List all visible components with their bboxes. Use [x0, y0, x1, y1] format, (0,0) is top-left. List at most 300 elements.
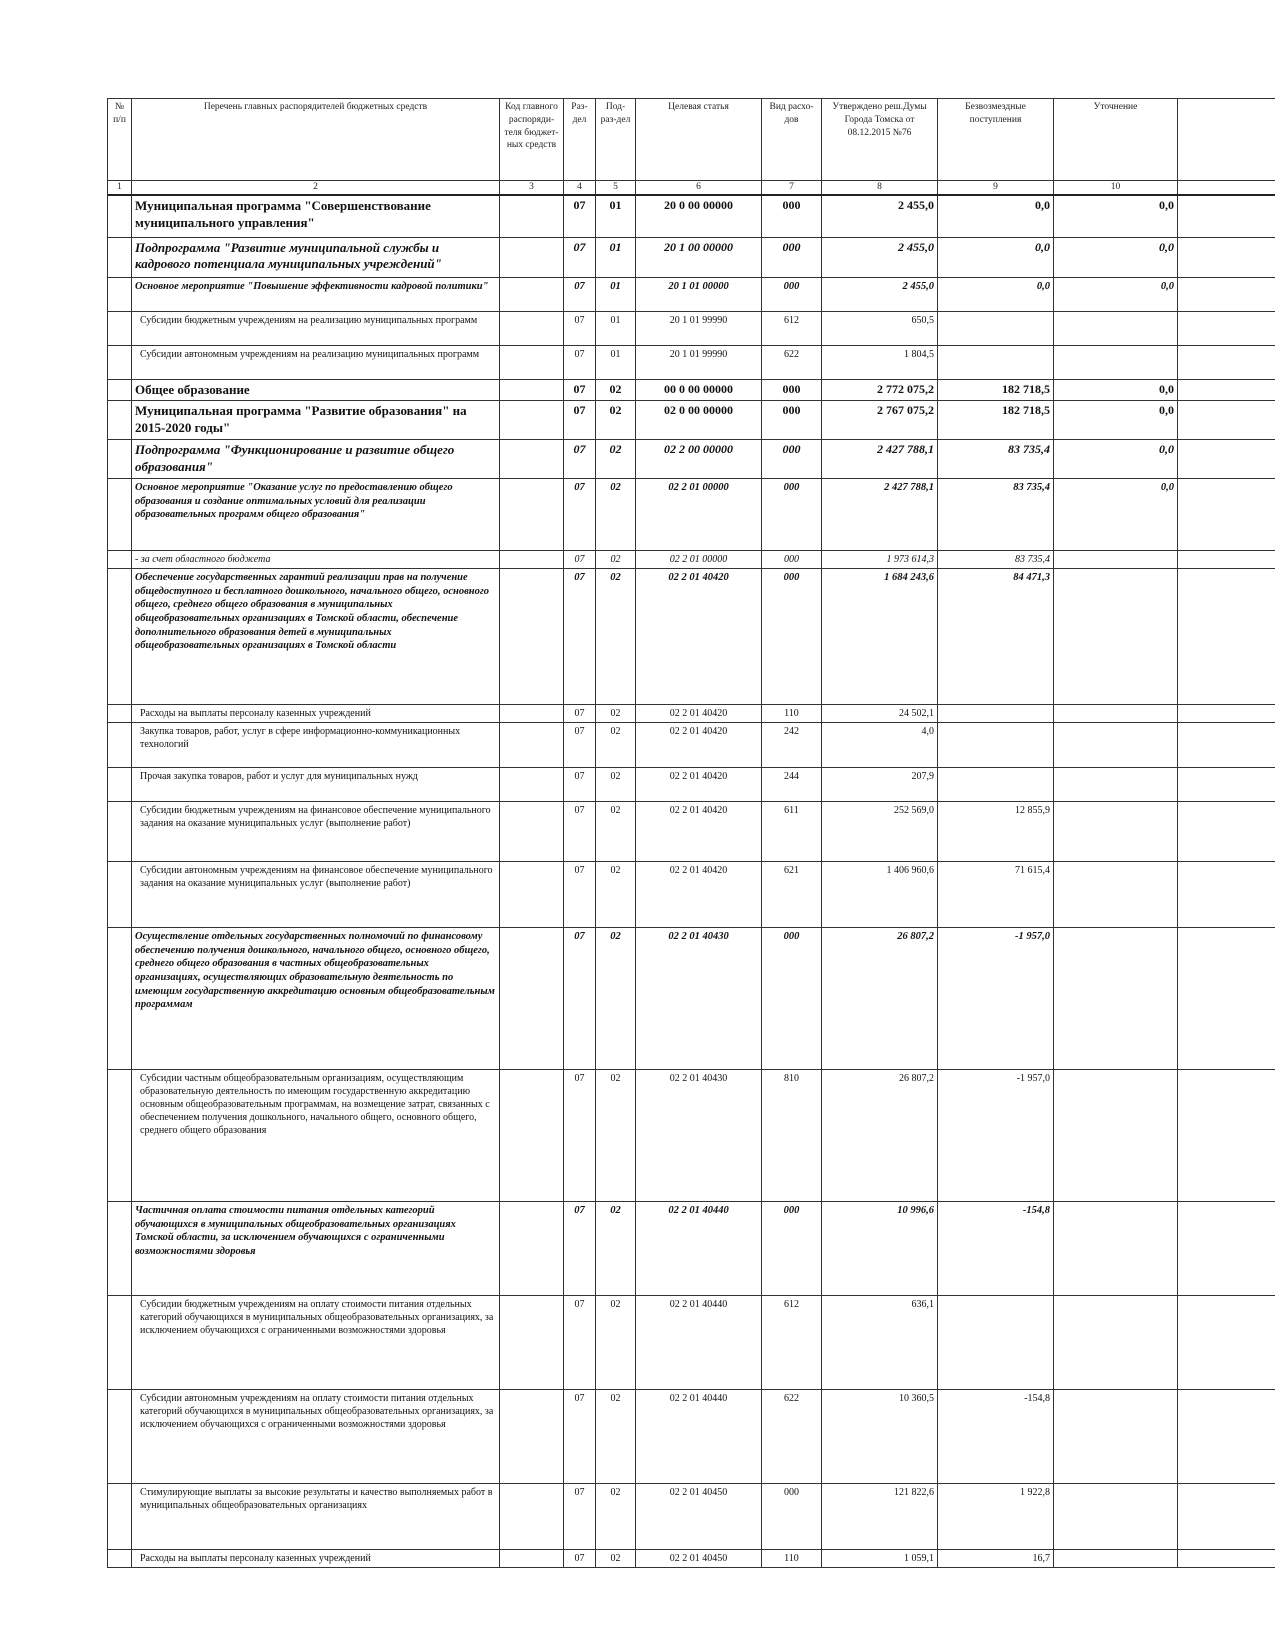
cell-pod: 01 — [596, 345, 636, 379]
cell-free: 16,7 — [938, 1549, 1054, 1567]
table-row — [108, 379, 1275, 401]
cell-approved: 252 569,0 — [822, 801, 938, 861]
table-row — [108, 1295, 1275, 1389]
cell-refine: 0,0 — [1054, 195, 1178, 237]
cell-extra — [1178, 237, 1275, 277]
cell-extra — [1178, 861, 1275, 927]
table-row — [108, 704, 1275, 722]
cell-free: 83 735,4 — [938, 478, 1054, 550]
cell-free: 0,0 — [938, 277, 1054, 311]
table-row — [108, 195, 1275, 237]
cell-raz: 07 — [564, 1295, 596, 1389]
cell-extra — [1178, 568, 1275, 704]
row-number-cell — [108, 401, 132, 440]
row-number-cell — [108, 801, 132, 861]
cell-free: -154,8 — [938, 1201, 1054, 1295]
budget-table — [107, 98, 1275, 1568]
cell-raz: 07 — [564, 379, 596, 401]
cell-approved: 2 455,0 — [822, 195, 938, 237]
cell-code — [500, 1069, 564, 1201]
cell-vid: 612 — [762, 1295, 822, 1389]
cell-raz: 07 — [564, 195, 596, 237]
cell-refine — [1054, 722, 1178, 767]
cell-code — [500, 195, 564, 237]
cell-free: -154,8 — [938, 1389, 1054, 1483]
cell-code — [500, 1549, 564, 1567]
cell-pod: 02 — [596, 440, 636, 479]
cell-name: Субсидии бюджетным учреждениям на реализацию муниципальных программ — [132, 311, 500, 345]
header-podrazdel: Под-раз-дел — [596, 99, 636, 181]
table-row — [108, 478, 1275, 550]
cell-approved: 10 360,5 — [822, 1389, 938, 1483]
cell-name: Субсидии бюджетным учреждениям на оплату стоимости питания отдельных категорий обучающихся в муниципальных общеобразовательных организациях, за исключением обучающихся с ограниченными возможностями здоровья — [132, 1295, 500, 1389]
cell-free: 83 735,4 — [938, 550, 1054, 568]
cell-raz: 07 — [564, 1069, 596, 1201]
row-number-cell — [108, 1549, 132, 1567]
cell-vid: 110 — [762, 1549, 822, 1567]
cell-code — [500, 345, 564, 379]
cell-pod: 02 — [596, 704, 636, 722]
cell-approved: 2 767 075,2 — [822, 401, 938, 440]
cell-refine: 0,0 — [1054, 277, 1178, 311]
cell-extra — [1178, 704, 1275, 722]
row-number-cell — [108, 1389, 132, 1483]
cell-pod: 01 — [596, 237, 636, 277]
cell-refine — [1054, 801, 1178, 861]
cell-vid: 000 — [762, 277, 822, 311]
cell-raz: 07 — [564, 722, 596, 767]
cell-vid: 000 — [762, 237, 822, 277]
cell-pod: 01 — [596, 277, 636, 311]
cell-refine — [1054, 704, 1178, 722]
cell-pod: 02 — [596, 1295, 636, 1389]
cell-pod: 02 — [596, 568, 636, 704]
cell-extra — [1178, 345, 1275, 379]
cell-code — [500, 861, 564, 927]
cell-raz: 07 — [564, 311, 596, 345]
cell-name: Субсидии автономным учреждениям на финансовое обеспечение муниципального задания на оказание муниципальных услуг (выполнение работ) — [132, 861, 500, 927]
cell-name: Частичная оплата стоимости питания отдельных категорий обучающихся в муниципальных общеобразовательных организациях Томской области, за исключением обучающихся с ограниченными возможностями здоровья — [132, 1201, 500, 1295]
cell-extra — [1178, 195, 1275, 237]
cell-extra — [1178, 311, 1275, 345]
cell-vid: 000 — [762, 927, 822, 1069]
cell-extra — [1178, 550, 1275, 568]
row-number-cell — [108, 195, 132, 237]
table-row — [108, 861, 1275, 927]
row-number-cell — [108, 767, 132, 801]
table-row — [108, 237, 1275, 277]
table-row — [108, 1389, 1275, 1483]
cell-vid: 000 — [762, 568, 822, 704]
cell-article: 02 2 01 40420 — [636, 767, 762, 801]
table-row — [108, 440, 1275, 479]
row-number-cell — [108, 1201, 132, 1295]
row-number-cell — [108, 1483, 132, 1549]
cell-article: 02 2 01 40450 — [636, 1483, 762, 1549]
cell-pod: 02 — [596, 1549, 636, 1567]
cell-refine — [1054, 1201, 1178, 1295]
cell-raz: 07 — [564, 478, 596, 550]
cell-pod: 02 — [596, 722, 636, 767]
cell-extra — [1178, 440, 1275, 479]
cell-approved: 2 427 788,1 — [822, 440, 938, 479]
table-row — [108, 568, 1275, 704]
cell-code — [500, 704, 564, 722]
cell-raz: 07 — [564, 767, 596, 801]
cell-approved: 4,0 — [822, 722, 938, 767]
cell-raz: 07 — [564, 1483, 596, 1549]
header-article: Целевая статья — [636, 99, 762, 181]
cell-free — [938, 345, 1054, 379]
table-row — [108, 801, 1275, 861]
cell-article: 02 2 01 40420 — [636, 568, 762, 704]
cell-name: Субсидии автономным учреждениям на реализацию муниципальных программ — [132, 345, 500, 379]
cell-approved: 1 406 960,6 — [822, 861, 938, 927]
cell-refine: 0,0 — [1054, 440, 1178, 479]
row-number-cell — [108, 1069, 132, 1201]
row-number-cell — [108, 861, 132, 927]
cell-article: 02 2 01 00000 — [636, 478, 762, 550]
cell-raz: 07 — [564, 1201, 596, 1295]
cell-free — [938, 767, 1054, 801]
cell-vid: 242 — [762, 722, 822, 767]
cell-extra — [1178, 1069, 1275, 1201]
cell-raz: 07 — [564, 704, 596, 722]
header-refine: Уточнение — [1054, 99, 1178, 181]
cell-vid: 622 — [762, 345, 822, 379]
cell-raz: 07 — [564, 801, 596, 861]
cell-refine — [1054, 1295, 1178, 1389]
cell-article: 02 2 01 40430 — [636, 1069, 762, 1201]
row-number-cell — [108, 237, 132, 277]
cell-free — [938, 1295, 1054, 1389]
cell-article: 02 2 01 40420 — [636, 861, 762, 927]
cell-article: 20 0 00 00000 — [636, 195, 762, 237]
cell-vid: 000 — [762, 1201, 822, 1295]
cell-free: 0,0 — [938, 237, 1054, 277]
cell-extra — [1178, 478, 1275, 550]
cell-pod: 02 — [596, 801, 636, 861]
cell-raz: 07 — [564, 1389, 596, 1483]
row-number-cell — [108, 311, 132, 345]
table-row — [108, 1483, 1275, 1549]
cell-vid: 621 — [762, 861, 822, 927]
cell-free: 12 855,9 — [938, 801, 1054, 861]
cell-name: Стимулирующие выплаты за высокие результаты и качество выполняемых работ в муниципальных общеобразовательных организациях — [132, 1483, 500, 1549]
column-number: 5 — [596, 181, 636, 196]
row-number-cell — [108, 440, 132, 479]
table-row — [108, 277, 1275, 311]
cell-name: Муниципальная программа "Совершенствование муниципального управления" — [132, 195, 500, 237]
cell-free: -1 957,0 — [938, 927, 1054, 1069]
cell-code — [500, 801, 564, 861]
cell-approved: 24 502,1 — [822, 704, 938, 722]
cell-refine — [1054, 568, 1178, 704]
row-number-cell — [108, 379, 132, 401]
cell-article: 02 2 01 40420 — [636, 801, 762, 861]
header-extra — [1178, 99, 1275, 181]
cell-vid: 810 — [762, 1069, 822, 1201]
column-number — [1178, 181, 1275, 196]
cell-pod: 02 — [596, 927, 636, 1069]
cell-vid: 110 — [762, 704, 822, 722]
column-number: 7 — [762, 181, 822, 196]
cell-code — [500, 1389, 564, 1483]
table-row — [108, 1201, 1275, 1295]
cell-extra — [1178, 1389, 1275, 1483]
cell-code — [500, 927, 564, 1069]
cell-free — [938, 704, 1054, 722]
table-row — [108, 927, 1275, 1069]
cell-raz: 07 — [564, 237, 596, 277]
cell-article: 02 2 01 40450 — [636, 1549, 762, 1567]
column-number: 3 — [500, 181, 564, 196]
cell-approved: 1 973 614,3 — [822, 550, 938, 568]
cell-pod: 02 — [596, 478, 636, 550]
table-row — [108, 1549, 1275, 1567]
cell-free: 83 735,4 — [938, 440, 1054, 479]
cell-code — [500, 568, 564, 704]
cell-raz: 07 — [564, 401, 596, 440]
cell-name: Осуществление отдельных государственных полномочий по финансовому обеспечению получения дошкольного, начального общего, основного общего, среднего общего образования в частных общеобразовательных организациях, осуществляющих образовательную деятельность по имеющим государственную аккредитацию основным общеобразовательным программам — [132, 927, 500, 1069]
cell-name: Субсидии автономным учреждениям на оплату стоимости питания отдельных категорий обучающихся в муниципальных общеобразовательных организациях, за исключением обучающихся с ограниченными возможностями здоровья — [132, 1389, 500, 1483]
cell-code — [500, 767, 564, 801]
cell-article: 02 2 01 40440 — [636, 1201, 762, 1295]
cell-article: 02 2 01 40430 — [636, 927, 762, 1069]
cell-name: Субсидии бюджетным учреждениям на финансовое обеспечение муниципального задания на оказание муниципальных услуг (выполнение работ) — [132, 801, 500, 861]
cell-code — [500, 722, 564, 767]
cell-name: - за счет областного бюджета — [132, 550, 500, 568]
cell-name: Прочая закупка товаров, работ и услуг для муниципальных нужд — [132, 767, 500, 801]
header-no: № п/п — [108, 99, 132, 181]
table-row — [108, 401, 1275, 440]
cell-approved: 26 807,2 — [822, 927, 938, 1069]
cell-extra — [1178, 277, 1275, 311]
cell-pod: 02 — [596, 1483, 636, 1549]
column-number: 4 — [564, 181, 596, 196]
cell-vid: 611 — [762, 801, 822, 861]
cell-refine — [1054, 345, 1178, 379]
cell-approved: 1 684 243,6 — [822, 568, 938, 704]
cell-free: 71 615,4 — [938, 861, 1054, 927]
cell-approved: 121 822,6 — [822, 1483, 938, 1549]
cell-name: Расходы на выплаты персоналу казенных учреждений — [132, 704, 500, 722]
header-razdel: Раз-дел — [564, 99, 596, 181]
cell-extra — [1178, 927, 1275, 1069]
cell-raz: 07 — [564, 861, 596, 927]
cell-article: 20 1 00 00000 — [636, 237, 762, 277]
cell-code — [500, 277, 564, 311]
cell-article: 02 2 01 40420 — [636, 704, 762, 722]
cell-code — [500, 379, 564, 401]
cell-vid: 000 — [762, 1483, 822, 1549]
cell-approved: 2 427 788,1 — [822, 478, 938, 550]
cell-vid: 244 — [762, 767, 822, 801]
cell-free — [938, 311, 1054, 345]
cell-raz: 07 — [564, 550, 596, 568]
cell-raz: 07 — [564, 345, 596, 379]
cell-refine — [1054, 861, 1178, 927]
cell-refine — [1054, 311, 1178, 345]
table-row — [108, 722, 1275, 767]
cell-raz: 07 — [564, 1549, 596, 1567]
cell-vid: 000 — [762, 195, 822, 237]
cell-approved: 2 455,0 — [822, 237, 938, 277]
cell-article: 20 1 01 99990 — [636, 345, 762, 379]
cell-article: 02 2 00 00000 — [636, 440, 762, 479]
cell-refine: 0,0 — [1054, 478, 1178, 550]
cell-raz: 07 — [564, 568, 596, 704]
cell-article: 02 2 01 00000 — [636, 550, 762, 568]
row-number-cell — [108, 1295, 132, 1389]
cell-refine: 0,0 — [1054, 379, 1178, 401]
cell-free — [938, 722, 1054, 767]
cell-free: 182 718,5 — [938, 379, 1054, 401]
row-number-cell — [108, 478, 132, 550]
header-free: Безвозмездные поступления — [938, 99, 1054, 181]
cell-extra — [1178, 801, 1275, 861]
cell-extra — [1178, 722, 1275, 767]
cell-approved: 10 996,6 — [822, 1201, 938, 1295]
cell-approved: 2 772 075,2 — [822, 379, 938, 401]
cell-code — [500, 550, 564, 568]
column-number: 10 — [1054, 181, 1178, 196]
cell-pod: 02 — [596, 1069, 636, 1201]
cell-code — [500, 237, 564, 277]
cell-pod: 01 — [596, 311, 636, 345]
column-number: 6 — [636, 181, 762, 196]
cell-pod: 02 — [596, 861, 636, 927]
cell-approved: 26 807,2 — [822, 1069, 938, 1201]
cell-vid: 612 — [762, 311, 822, 345]
cell-pod: 01 — [596, 195, 636, 237]
cell-pod: 02 — [596, 550, 636, 568]
row-number-cell — [108, 704, 132, 722]
row-number-cell — [108, 927, 132, 1069]
cell-name: Подпрограмма "Функционирование и развитие общего образования" — [132, 440, 500, 479]
cell-raz: 07 — [564, 277, 596, 311]
cell-refine — [1054, 927, 1178, 1069]
cell-free: 0,0 — [938, 195, 1054, 237]
cell-article: 02 2 01 40440 — [636, 1389, 762, 1483]
row-number-cell — [108, 277, 132, 311]
header-name: Перечень главных распорядителей бюджетных средств — [132, 99, 500, 181]
cell-refine — [1054, 1069, 1178, 1201]
cell-raz: 07 — [564, 927, 596, 1069]
cell-extra — [1178, 379, 1275, 401]
column-number: 1 — [108, 181, 132, 196]
column-number: 8 — [822, 181, 938, 196]
cell-extra — [1178, 767, 1275, 801]
cell-vid: 000 — [762, 440, 822, 479]
cell-code — [500, 1295, 564, 1389]
table-row — [108, 767, 1275, 801]
cell-refine — [1054, 767, 1178, 801]
table-row — [108, 1069, 1275, 1201]
cell-article: 02 2 01 40420 — [636, 722, 762, 767]
cell-article: 20 1 01 99990 — [636, 311, 762, 345]
cell-pod: 02 — [596, 401, 636, 440]
cell-name: Общее образование — [132, 379, 500, 401]
cell-article: 02 0 00 00000 — [636, 401, 762, 440]
cell-refine — [1054, 1549, 1178, 1567]
table-row — [108, 345, 1275, 379]
column-number: 9 — [938, 181, 1054, 196]
cell-name: Подпрограмма "Развитие муниципальной службы и кадрового потенциала муниципальных учреждений" — [132, 237, 500, 277]
cell-vid: 000 — [762, 478, 822, 550]
cell-article: 02 2 01 40440 — [636, 1295, 762, 1389]
cell-name: Расходы на выплаты персоналу казенных учреждений — [132, 1549, 500, 1567]
cell-vid: 000 — [762, 401, 822, 440]
cell-extra — [1178, 401, 1275, 440]
cell-extra — [1178, 1483, 1275, 1549]
cell-pod: 02 — [596, 1389, 636, 1483]
table-row — [108, 550, 1275, 568]
cell-pod: 02 — [596, 767, 636, 801]
row-number-cell — [108, 345, 132, 379]
cell-code — [500, 1201, 564, 1295]
header-code: Код главного распоряди-теля бюджет-ных средств — [500, 99, 564, 181]
cell-vid: 622 — [762, 1389, 822, 1483]
cell-code — [500, 401, 564, 440]
cell-free: 1 922,8 — [938, 1483, 1054, 1549]
row-number-cell — [108, 722, 132, 767]
cell-pod: 02 — [596, 1201, 636, 1295]
cell-name: Обеспечение государственных гарантий реализации прав на получение общедоступного и бесплатного дошкольного, начального общего, основного общего, среднего общего образования в муниципальных общеобразовательных организациях в Томской области, обеспечение дополнительного образования детей в муниципальных общеобразовательных организациях в Томской области — [132, 568, 500, 704]
cell-name: Основное мероприятие "Повышение эффективности кадровой политики" — [132, 277, 500, 311]
cell-pod: 02 — [596, 379, 636, 401]
cell-free: 182 718,5 — [938, 401, 1054, 440]
cell-approved: 650,5 — [822, 311, 938, 345]
table-row — [108, 311, 1275, 345]
cell-approved: 2 455,0 — [822, 277, 938, 311]
cell-refine: 0,0 — [1054, 401, 1178, 440]
cell-approved: 1 804,5 — [822, 345, 938, 379]
cell-extra — [1178, 1549, 1275, 1567]
cell-article: 00 0 00 00000 — [636, 379, 762, 401]
cell-name: Муниципальная программа "Развитие образования" на 2015-2020 годы" — [132, 401, 500, 440]
cell-article: 20 1 01 00000 — [636, 277, 762, 311]
cell-free: -1 957,0 — [938, 1069, 1054, 1201]
cell-approved: 1 059,1 — [822, 1549, 938, 1567]
column-number: 2 — [132, 181, 500, 196]
cell-code — [500, 311, 564, 345]
cell-refine — [1054, 550, 1178, 568]
cell-extra — [1178, 1295, 1275, 1389]
column-numbers-row — [108, 181, 1275, 196]
cell-vid: 000 — [762, 379, 822, 401]
cell-refine — [1054, 1389, 1178, 1483]
header-approved: Утверждено реш.Думы Города Томска от 08.12.2015 №76 — [822, 99, 938, 181]
cell-approved: 207,9 — [822, 767, 938, 801]
row-number-cell — [108, 568, 132, 704]
cell-refine — [1054, 1483, 1178, 1549]
cell-code — [500, 440, 564, 479]
cell-name: Закупка товаров, работ, услуг в сфере информационно-коммуникационных технологий — [132, 722, 500, 767]
cell-refine: 0,0 — [1054, 237, 1178, 277]
cell-code — [500, 478, 564, 550]
cell-approved: 636,1 — [822, 1295, 938, 1389]
row-number-cell — [108, 550, 132, 568]
header-vid: Вид расхо-дов — [762, 99, 822, 181]
cell-code — [500, 1483, 564, 1549]
cell-raz: 07 — [564, 440, 596, 479]
cell-vid: 000 — [762, 550, 822, 568]
cell-extra — [1178, 1201, 1275, 1295]
cell-free: 84 471,3 — [938, 568, 1054, 704]
cell-name: Субсидии частным общеобразовательным организациям, осуществляющим образовательную деятельность по имеющим государственную аккредитацию основным общеобразовательным программам, на возмещение затрат, связанных с обеспечением получения дошкольного, начального общего, основного общего, среднего общего образования — [132, 1069, 500, 1201]
cell-name: Основное мероприятие "Оказание услуг по предоставлению общего образования и создание оптимальных условий для реализации образовательных программ общего образования" — [132, 478, 500, 550]
